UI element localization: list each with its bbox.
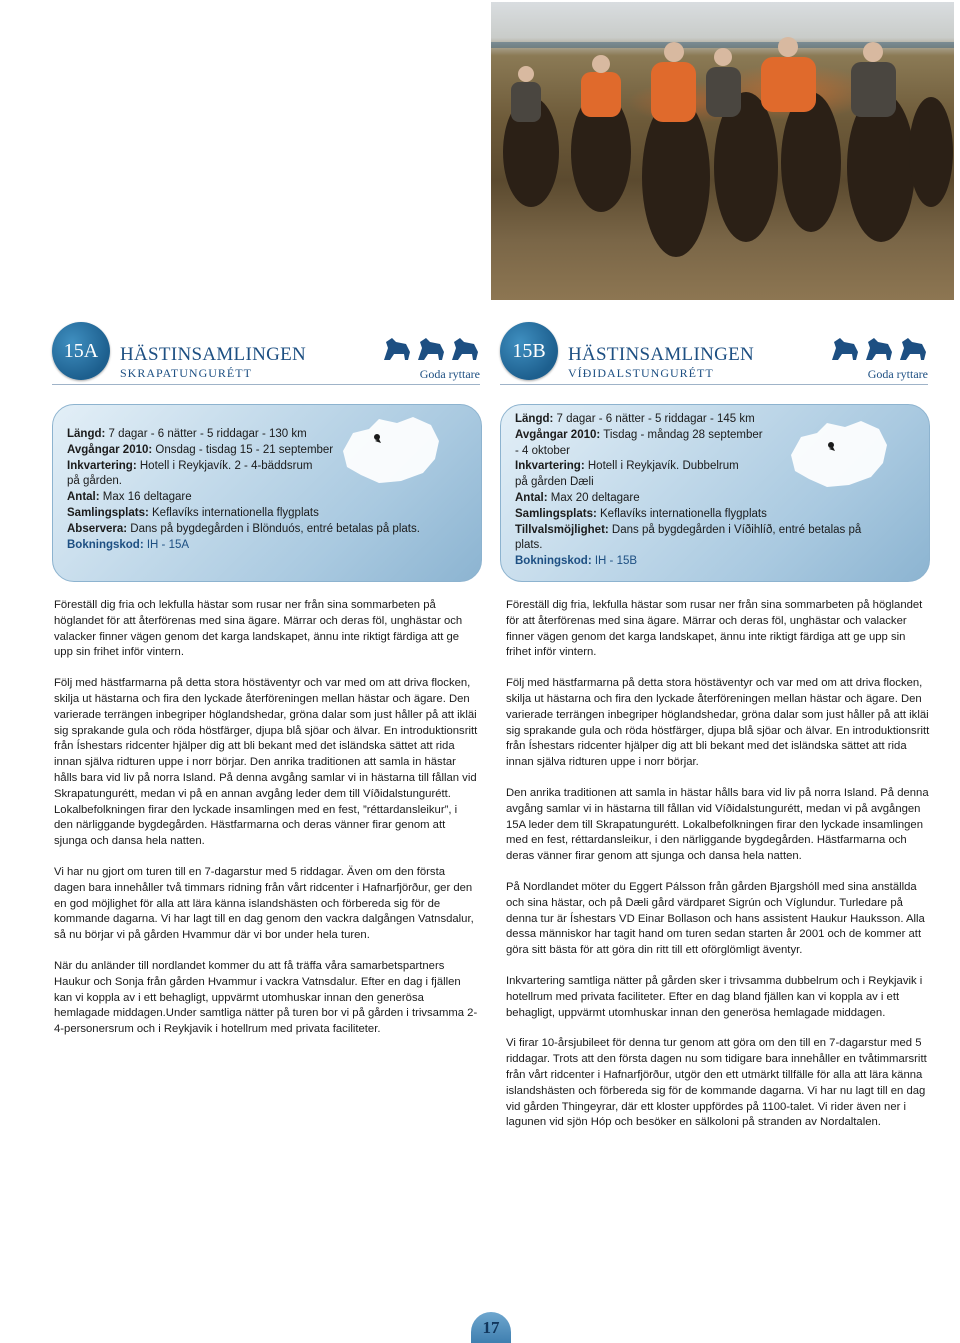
right-info-box bbox=[500, 404, 930, 582]
tour-subtitle: VÍÐIDALSTUNGURÉTT bbox=[568, 366, 714, 380]
paragraph: Följ med hästfarmarna på detta stora höstäventyr och var med om att driva flocken, skilja ut hästarna och fira den lyckade återföreningen mellan hästar och ägare. Den varierade terrängen inbegriper höglandshedar, gröna dalar som just håller på att ikläi sig sprakande gula och röda höstfärger, djupa blå sjöar och älvar. En introduktionsritt från Íshestars ridcenter hjälper dig att bli bekant med det isländska sättet att rida innan själva ridturen uppe i norr börjar. bbox=[506, 677, 930, 769]
header-divider bbox=[52, 384, 480, 385]
tour-title: HÄSTINSAMLINGEN bbox=[568, 344, 755, 365]
difficulty-label: Goda ryttare bbox=[419, 367, 480, 381]
paragraph: Inkvartering samtliga nätter på gården sker i trivsamma dubbelrum och i Reykjavik i hotellrum med privata faciliteter. Efter en dag bland fjällen kan vi koppla av i ett behagligt, uppvärmt utomhuskar innan den generösa hemlagade middagen. bbox=[506, 974, 923, 1019]
left-body-text bbox=[54, 598, 479, 1053]
page-number: 17 bbox=[471, 1312, 511, 1343]
paragraph: När du anländer till nordlandet kommer du att få träffa våra samarbetspartners Haukur och Sonja från gården Hvammur i vackra Vatnsdalur. Efter en dag i fjällen kan vi koppla av i ett behagligt, uppvärmt utomhuskar innan den generösa hemlagade middagen.Under samtliga nätter på turen bor vi på gården i trivsamma 2-4-personersrum och i Reykjavik i hotellrum med privata faciliteter. bbox=[54, 959, 478, 1036]
tour-facts: Längd: 7 dagar - 6 nätter - 5 riddagar - 145 km Avgångar 2010: Tisdag - måndag 28 september - 4 oktober Inkvartering: Hotell i Reykjavík. Dubbelrum på gården Dæli Antal: Max 20 deltagare Samlingsplats: Keflavíks internationella flygplats Tillvalsmöjlighet: Dans på bygdegården i Víðihlíð, entré betalas på plats. Bokningskod: IH - 15B bbox=[515, 413, 862, 568]
horse-rating-icon bbox=[828, 334, 928, 369]
paragraph: På Nordlandet möter du Eggert Pálsson från gården Bjargshóll med sina anställda och sina hästar, och på Dæli gård värdparet Sigrún och Víglundur. Turledare på denna tur är Íshestars VD Einar Bollason och hans assistent Haukur Hauksson. Alla dessa människor har tagit hand om turen sedan starten år 2001 och de kommer att göra sitt bästa för att göra din ritt till ett oförglömligt äventyr. bbox=[506, 880, 925, 957]
left-info-box bbox=[52, 404, 482, 582]
tour-subtitle: SKRAPATUNGURÉTT bbox=[120, 366, 252, 380]
horse-rating-icon bbox=[380, 334, 480, 369]
right-tour-header bbox=[500, 322, 928, 384]
difficulty-label: Goda ryttare bbox=[867, 367, 928, 381]
paragraph: Följ med hästfarmarna på detta stora höstäventyr och var med om att driva flocken, skilja ut hästarna och fira den lyckade återföreningen mellan hästar och ägare. Den varierade terrängen inbegriper höglandshedar, gröna dalar som just håller på att ikläi sig sprakande gula och röda höstfärger, djupa blå sjöar och älvar. En introduktionsritt från Íshestars ridcenter hjälper dig att bli bekant med det isländska sättet att rida innan själva ridturen uppe i norr börjar. Den anrika traditionen att samla in hästar hålls bara vid liv på norra Island. På denna avgång samlar vi in hästarna till fållan vid Skrapatungurétt, medan vi på en annan avgång leder dem till Víðidalstungurétt. Lokalbefolkningen firar den lyckade insamlingen med en fest, ”réttardansleikur”, i den närliggande bygdegården. Hästfarmarna och deras vänner firar genom att sjunga och dansa hela natten. bbox=[54, 677, 478, 848]
left-tour-header bbox=[52, 322, 480, 384]
tour-title: HÄSTINSAMLINGEN bbox=[120, 344, 307, 365]
paragraph: Föreställ dig fria, lekfulla hästar som rusar ner från sina sommarbeten på höglandet för att återförenas med sina ägare. Märrar och deras föl, unghästar och valacker finner vägen genom det karga landskapet, ännu inte riktigt färdiga att ge upp sin frihet inför vintern. bbox=[506, 599, 923, 659]
riders-photo bbox=[491, 2, 954, 300]
right-body-text bbox=[506, 598, 931, 1146]
paragraph: Föreställ dig fria och lekfulla hästar som rusar ner från sina sommarbeten på höglandet för att återförenas med sina ägare. Märrar och deras föl, unghästar och valacker finner vägen genom det karga landskapet, ännu inte riktigt färdiga att ge upp sin frihet inför vintern. bbox=[54, 599, 463, 659]
tour-facts: Längd: 7 dagar - 6 nätter - 5 riddagar - 130 km Avgångar 2010: Onsdag - tisdag 15 - 21 september Inkvartering: Hotell i Reykjavík. 2 - 4-bäddsrum på gården. Antal: Max 16 deltagare Samlingsplats: Keflavíks internationella flygplats Abservera: Dans på bygdegården i Blönduós, entré betalas på plats. Bokningskod: IH - 15A bbox=[67, 428, 420, 551]
header-divider bbox=[500, 384, 928, 385]
tour-badge: 15B bbox=[500, 322, 558, 380]
tour-badge: 15A bbox=[52, 322, 110, 380]
paragraph: Vi har nu gjort om turen till en 7-dagarstur med 5 riddagar. Även om den första dagen bara innehåller två timmars ridning från vårt ridcenter i Hafnarfjörður, ger den en god möjlighet för alla att lära känna islandshästen och förbereda sig för de kommande dagarna. Vi har lagt till en dag genom den vackra dalgången Vatnsdalur, så nu börjar vi på gården Hvammur där vi bor under hela turen. bbox=[54, 865, 474, 942]
paragraph: Vi firar 10-årsjubileet för denna tur genom att göra om den till en 7-dagarstur med 5 riddagar. Trots att den första dagen nu som tidigare bara innehåller en tvåtimmarsritt från vårt ridcenter i Hafnarfjörður, utgör den ett utmärkt tillfälle för alla att lära känna islandshästen och förbereda sig för de kommande dagarna. Vi har nu lagt till en dag vid gården Thingeyrar, där ett kloster uppfördes på 1100-talet. Vi rider även ner i lagunen vid sjön Hóp och besöker en sälkoloni på stranden av Nordaltalen. bbox=[506, 1037, 927, 1129]
paragraph: Den anrika traditionen att samla in hästar hålls bara vid liv på norra Island. På denna avgång samlar vi in hästarna till fållan vid Víðidalstungurétt, medan vi på avgången 15A leder dem till Skrapatungurétt. Lokalbefolkningen firar den lyckade insamlingen med en fest, réttardansleikur, i den närliggande bygdegården. Hästfarmarna och deras vänner firar genom att sjunga och dansa hela natten. bbox=[506, 786, 929, 863]
